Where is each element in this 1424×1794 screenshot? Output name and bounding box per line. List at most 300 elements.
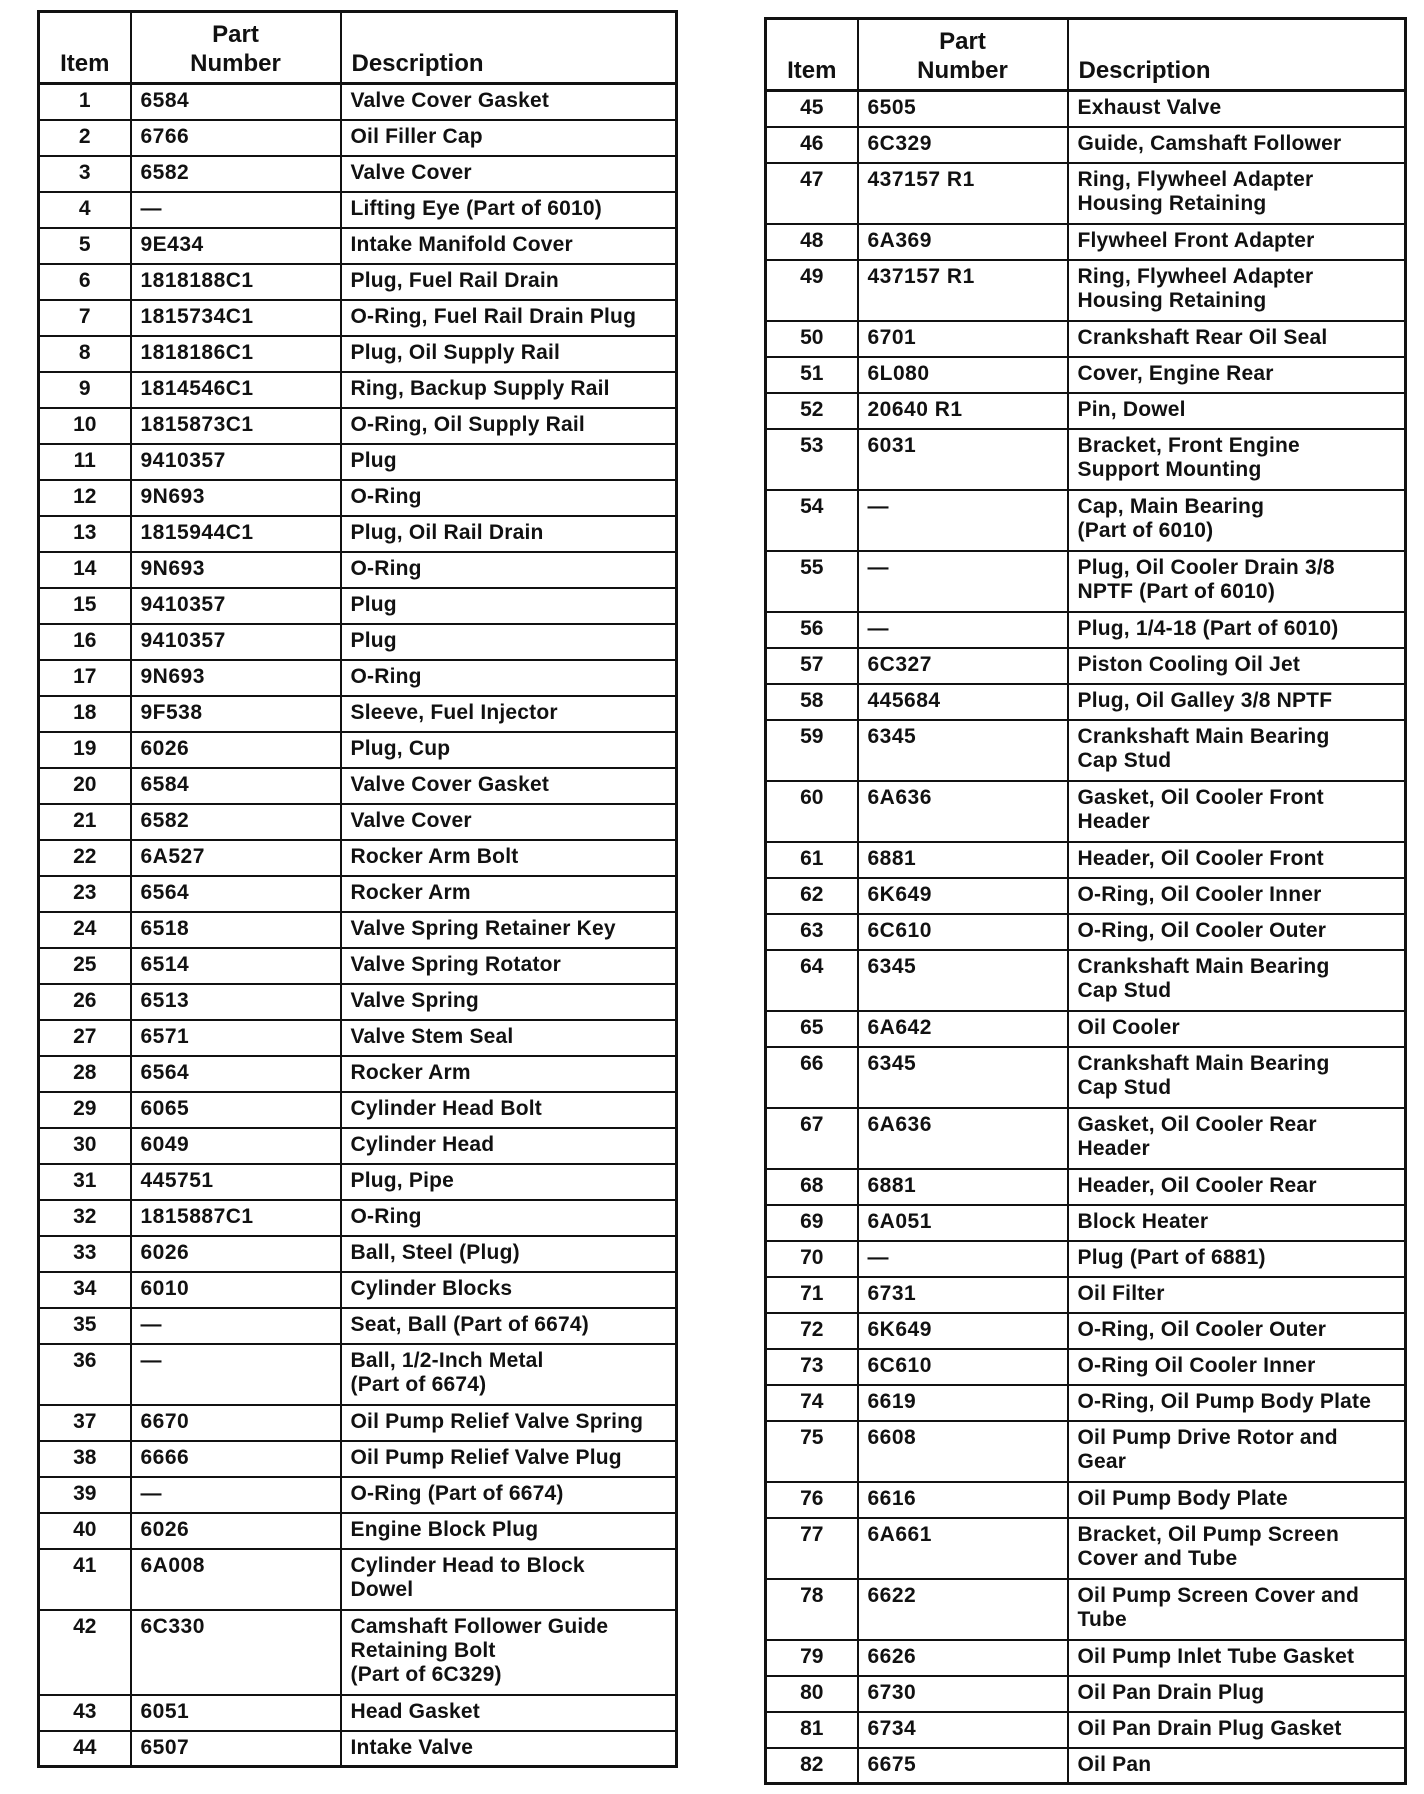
description-line: Oil Pan: [1077, 1752, 1152, 1776]
part-number-cell: 437157 R1: [858, 163, 1068, 224]
part-number-cell: 6C327: [858, 648, 1068, 684]
part-number-cell: 6051: [131, 1695, 341, 1731]
description-cell: [341, 1020, 677, 1056]
table-row: [766, 1349, 1406, 1385]
part-number-cell: 6514: [131, 948, 341, 984]
part-number-column-header: Part Number: [131, 12, 341, 84]
description-cell: [1068, 1108, 1406, 1169]
description-cell: [341, 912, 677, 948]
description-cell: [1068, 1169, 1406, 1205]
table-row: [39, 264, 677, 300]
table-row: [766, 684, 1406, 720]
table-row: [39, 1513, 677, 1549]
item-number-cell: 36: [39, 1344, 131, 1405]
part-number-cell: 6049: [131, 1128, 341, 1164]
description-cell: [1068, 224, 1406, 260]
part-number-cell: 6734: [858, 1712, 1068, 1748]
description-line: Cylinder Head to Block: [350, 1553, 585, 1577]
description-line: Support Mounting: [1077, 457, 1262, 481]
item-number-cell: 12: [39, 480, 131, 516]
part-number-cell: 6A636: [858, 781, 1068, 842]
table-row: [39, 1549, 677, 1610]
description-cell: [1068, 1205, 1406, 1241]
part-number-cell: 9N693: [131, 660, 341, 696]
part-number-cell: 6666: [131, 1441, 341, 1477]
parts-table-left: [37, 10, 678, 1768]
item-number-cell: 47: [766, 163, 858, 224]
description-cell: [341, 840, 677, 876]
description-cell: [1068, 1748, 1406, 1784]
item-number-cell: 37: [39, 1405, 131, 1441]
table-row: [39, 84, 677, 120]
description-line: (Part of 6010): [1077, 518, 1214, 542]
table-row: [39, 408, 677, 444]
part-number-cell: 6881: [858, 1169, 1068, 1205]
item-number-cell: 5: [39, 228, 131, 264]
table-row: [39, 660, 677, 696]
description-line: Oil Pump Inlet Tube Gasket: [1077, 1644, 1355, 1668]
description-line: Rocker Arm: [350, 1060, 471, 1084]
part-number-cell: 6881: [858, 842, 1068, 878]
part-number-cell: 20640 R1: [858, 393, 1068, 429]
table-row: [766, 1676, 1406, 1712]
table-row: [39, 984, 677, 1020]
item-column-header: Item: [39, 12, 131, 84]
description-line: Oil Pan Drain Plug Gasket: [1077, 1716, 1342, 1740]
item-number-cell: 32: [39, 1200, 131, 1236]
part-number-cell: 6701: [858, 321, 1068, 357]
part-number-cell: 6C610: [858, 914, 1068, 950]
description-line: Crankshaft Main Bearing: [1077, 1051, 1330, 1075]
description-cell: [341, 660, 677, 696]
part-number-cell: —: [131, 1308, 341, 1344]
part-number-cell: 9410357: [131, 444, 341, 480]
item-number-cell: 21: [39, 804, 131, 840]
description-cell: [1068, 551, 1406, 612]
description-line: Intake Manifold Cover: [350, 232, 573, 256]
description-cell: [1068, 1241, 1406, 1277]
table-row: [766, 914, 1406, 950]
part-number-cell: 6A642: [858, 1011, 1068, 1047]
table-row: [39, 552, 677, 588]
item-number-cell: 16: [39, 624, 131, 660]
description-cell: [341, 1477, 677, 1513]
table-row: [39, 192, 677, 228]
item-number-cell: 25: [39, 948, 131, 984]
part-number-cell: 1814546C1: [131, 372, 341, 408]
table-row: [39, 372, 677, 408]
table-row: [39, 588, 677, 624]
description-line: Piston Cooling Oil Jet: [1077, 652, 1301, 676]
description-cell: [1068, 1313, 1406, 1349]
description-line: O-Ring, Fuel Rail Drain Plug: [350, 304, 637, 328]
part-number-cell: 6622: [858, 1579, 1068, 1640]
description-cell: [1068, 490, 1406, 551]
description-line: Plug (Part of 6881): [1077, 1245, 1266, 1269]
part-number-cell: 6584: [131, 84, 341, 120]
table-row: [766, 429, 1406, 490]
item-number-cell: 24: [39, 912, 131, 948]
item-number-cell: 14: [39, 552, 131, 588]
table-row: [39, 336, 677, 372]
part-number-cell: 6345: [858, 720, 1068, 781]
item-number-cell: 4: [39, 192, 131, 228]
description-line: Flywheel Front Adapter: [1077, 228, 1315, 252]
description-cell: [1068, 1676, 1406, 1712]
description-cell: [341, 1549, 677, 1610]
description-line: O-Ring, Oil Cooler Outer: [1077, 1317, 1327, 1341]
description-line: Housing Retaining: [1077, 191, 1267, 215]
part-number-cell: —: [131, 1477, 341, 1513]
table-row: [39, 300, 677, 336]
table-row: [766, 612, 1406, 648]
item-number-cell: 30: [39, 1128, 131, 1164]
table-row: [39, 1405, 677, 1441]
table-row: [39, 1200, 677, 1236]
description-cell: [341, 84, 677, 120]
description-cell: [1068, 648, 1406, 684]
table-row: [39, 228, 677, 264]
item-number-cell: 40: [39, 1513, 131, 1549]
description-cell: [341, 1344, 677, 1405]
description-line: O-Ring, Oil Pump Body Plate: [1077, 1389, 1372, 1413]
table-row: [766, 551, 1406, 612]
description-line: Plug: [350, 592, 397, 616]
description-cell: [1068, 1712, 1406, 1748]
part-number-cell: 6505: [858, 91, 1068, 127]
table-row: [39, 732, 677, 768]
description-line: Cover and Tube: [1077, 1546, 1238, 1570]
item-number-cell: 2: [39, 120, 131, 156]
description-line: Intake Valve: [350, 1735, 474, 1759]
table-row: [766, 163, 1406, 224]
description-cell: [341, 732, 677, 768]
item-number-cell: 9: [39, 372, 131, 408]
description-line: Cap Stud: [1077, 748, 1172, 772]
table-row: [766, 1421, 1406, 1482]
description-line: Lifting Eye (Part of 6010): [350, 196, 602, 220]
table-row: [39, 1092, 677, 1128]
table-row: [39, 1128, 677, 1164]
item-number-cell: 78: [766, 1579, 858, 1640]
table-row: [39, 1477, 677, 1513]
item-number-cell: 63: [766, 914, 858, 950]
table-row: [766, 393, 1406, 429]
table-row: [39, 840, 677, 876]
description-line: Cylinder Blocks: [350, 1276, 513, 1300]
description-cell: [1068, 1011, 1406, 1047]
item-number-cell: 65: [766, 1011, 858, 1047]
description-line: Gear: [1077, 1449, 1127, 1473]
description-line: Dowel: [350, 1577, 414, 1601]
table-row: [766, 490, 1406, 551]
item-number-cell: 79: [766, 1640, 858, 1676]
item-number-cell: 42: [39, 1610, 131, 1695]
part-number-cell: 6C329: [858, 127, 1068, 163]
part-number-cell: 1818188C1: [131, 264, 341, 300]
item-number-cell: 68: [766, 1169, 858, 1205]
item-column-header: Item: [766, 19, 858, 91]
table-row: [766, 1640, 1406, 1676]
description-cell: [1068, 429, 1406, 490]
description-cell: [341, 588, 677, 624]
description-line: Oil Pump Relief Valve Plug: [350, 1445, 622, 1469]
part-number-cell: —: [858, 1241, 1068, 1277]
table-row: [766, 1241, 1406, 1277]
table-row: [766, 1518, 1406, 1579]
description-line: Cylinder Head: [350, 1132, 495, 1156]
item-number-cell: 28: [39, 1056, 131, 1092]
description-line: Cap, Main Bearing: [1077, 494, 1265, 518]
description-line: O-Ring: [350, 484, 422, 508]
description-line: Ring, Flywheel Adapter: [1077, 167, 1314, 191]
description-line: (Part of 6C329): [350, 1662, 502, 1686]
item-number-cell: 55: [766, 551, 858, 612]
part-number-cell: 6A369: [858, 224, 1068, 260]
item-number-cell: 56: [766, 612, 858, 648]
table-row: [39, 948, 677, 984]
description-cell: [341, 876, 677, 912]
item-number-cell: 1: [39, 84, 131, 120]
description-line: Sleeve, Fuel Injector: [350, 700, 558, 724]
description-line: (Part of 6674): [350, 1372, 487, 1396]
table-row: [766, 357, 1406, 393]
table-row: [39, 1272, 677, 1308]
description-cell: [1068, 1277, 1406, 1313]
description-cell: [341, 516, 677, 552]
description-line: Plug: [350, 628, 397, 652]
description-line: Header: [1077, 1136, 1150, 1160]
description-line: Valve Stem Seal: [350, 1024, 514, 1048]
description-cell: [341, 480, 677, 516]
description-line: Ball, Steel (Plug): [350, 1240, 520, 1264]
table-row: [766, 950, 1406, 1011]
description-line: Tube: [1077, 1607, 1127, 1631]
table-row: [766, 260, 1406, 321]
part-number-cell: 6507: [131, 1731, 341, 1767]
description-line: Guide, Camshaft Follower: [1077, 131, 1342, 155]
description-cell: [341, 1272, 677, 1308]
description-line: Bracket, Oil Pump Screen: [1077, 1522, 1340, 1546]
description-cell: [341, 156, 677, 192]
part-number-column-header: Part Number: [858, 19, 1068, 91]
part-number-cell: 437157 R1: [858, 260, 1068, 321]
item-number-cell: 75: [766, 1421, 858, 1482]
item-number-cell: 51: [766, 357, 858, 393]
description-line: O-Ring: [350, 1204, 422, 1228]
part-number-cell: 9N693: [131, 552, 341, 588]
item-number-cell: 48: [766, 224, 858, 260]
table-body-left: [39, 84, 677, 1767]
table-row: [766, 1313, 1406, 1349]
description-cell: [341, 1695, 677, 1731]
item-number-cell: 54: [766, 490, 858, 551]
item-number-cell: 35: [39, 1308, 131, 1344]
item-number-cell: 45: [766, 91, 858, 127]
table-row: [766, 1579, 1406, 1640]
description-line: Cap Stud: [1077, 1075, 1172, 1099]
part-number-cell: 9F538: [131, 696, 341, 732]
part-number-cell: 1818186C1: [131, 336, 341, 372]
description-line: Plug, Oil Cooler Drain 3/8: [1077, 555, 1335, 579]
description-line: Plug, Oil Rail Drain: [350, 520, 544, 544]
item-number-cell: 18: [39, 696, 131, 732]
description-cell: [341, 336, 677, 372]
description-line: Valve Cover Gasket: [350, 89, 550, 112]
description-cell: [341, 624, 677, 660]
part-number-cell: 6345: [858, 950, 1068, 1011]
part-number-cell: 6675: [858, 1748, 1068, 1784]
description-cell: [1068, 1385, 1406, 1421]
item-number-cell: 53: [766, 429, 858, 490]
description-column-header: Description: [341, 12, 677, 84]
description-line: Valve Cover: [350, 808, 472, 832]
table-row: [766, 1169, 1406, 1205]
description-cell: [1068, 1421, 1406, 1482]
description-cell: [1068, 260, 1406, 321]
description-line: O-Ring (Part of 6674): [350, 1481, 564, 1505]
item-number-cell: 26: [39, 984, 131, 1020]
description-line: Ring, Flywheel Adapter: [1077, 264, 1314, 288]
table-row: [766, 878, 1406, 914]
item-number-cell: 39: [39, 1477, 131, 1513]
part-number-cell: 6584: [131, 768, 341, 804]
description-column-header: Description: [1068, 19, 1406, 91]
description-cell: [1068, 720, 1406, 781]
part-number-cell: 6L080: [858, 357, 1068, 393]
description-cell: [1068, 612, 1406, 648]
item-number-cell: 19: [39, 732, 131, 768]
item-number-cell: 34: [39, 1272, 131, 1308]
part-number-cell: 6010: [131, 1272, 341, 1308]
part-number-cell: 9410357: [131, 624, 341, 660]
description-line: Pin, Dowel: [1077, 397, 1186, 421]
part-number-cell: 6K649: [858, 878, 1068, 914]
description-line: Header, Oil Cooler Rear: [1077, 1173, 1317, 1197]
item-number-cell: 29: [39, 1092, 131, 1128]
part-number-cell: 1815734C1: [131, 300, 341, 336]
part-number-cell: 6582: [131, 804, 341, 840]
description-line: Crankshaft Rear Oil Seal: [1077, 325, 1328, 349]
part-number-cell: 6571: [131, 1020, 341, 1056]
description-line: Valve Cover: [350, 160, 472, 184]
part-number-cell: 6619: [858, 1385, 1068, 1421]
description-cell: [341, 1236, 677, 1272]
description-cell: [1068, 878, 1406, 914]
description-line: Seat, Ball (Part of 6674): [350, 1312, 589, 1336]
table-row: [766, 91, 1406, 127]
item-number-cell: 72: [766, 1313, 858, 1349]
part-number-cell: 6026: [131, 1513, 341, 1549]
item-number-cell: 52: [766, 393, 858, 429]
part-number-cell: —: [858, 551, 1068, 612]
description-line: Exhaust Valve: [1077, 96, 1222, 119]
table-row: [39, 1164, 677, 1200]
item-number-cell: 23: [39, 876, 131, 912]
description-cell: [1068, 1047, 1406, 1108]
item-number-cell: 49: [766, 260, 858, 321]
description-line: Oil Pump Drive Rotor and: [1077, 1425, 1338, 1449]
part-number-cell: —: [858, 490, 1068, 551]
table-row: [39, 876, 677, 912]
item-number-cell: 67: [766, 1108, 858, 1169]
description-cell: [1068, 91, 1406, 127]
description-line: Oil Filler Cap: [350, 124, 483, 148]
item-number-cell: 13: [39, 516, 131, 552]
item-number-cell: 46: [766, 127, 858, 163]
item-number-cell: 73: [766, 1349, 858, 1385]
part-number-cell: 6513: [131, 984, 341, 1020]
description-line: O-Ring: [350, 664, 422, 688]
description-line: Oil Pan Drain Plug: [1077, 1680, 1265, 1704]
table-row: [766, 1748, 1406, 1784]
description-line: O-Ring Oil Cooler Inner: [1077, 1353, 1316, 1377]
description-line: O-Ring, Oil Cooler Outer: [1077, 918, 1327, 942]
table-row: [39, 1020, 677, 1056]
item-number-cell: 50: [766, 321, 858, 357]
description-line: Plug, Oil Galley 3/8 NPTF: [1077, 688, 1333, 712]
description-cell: [341, 1092, 677, 1128]
table-header-row: [766, 19, 1406, 91]
part-number-cell: 6670: [131, 1405, 341, 1441]
table-row: [766, 1011, 1406, 1047]
item-number-cell: 57: [766, 648, 858, 684]
description-cell: [341, 408, 677, 444]
item-number-cell: 15: [39, 588, 131, 624]
description-cell: [341, 1056, 677, 1092]
item-number-cell: 6: [39, 264, 131, 300]
table-row: [766, 781, 1406, 842]
description-line: O-Ring, Oil Cooler Inner: [1077, 882, 1322, 906]
description-cell: [341, 948, 677, 984]
description-line: Cap Stud: [1077, 978, 1172, 1002]
part-number-cell: 445684: [858, 684, 1068, 720]
item-number-cell: 43: [39, 1695, 131, 1731]
description-cell: [341, 1128, 677, 1164]
table-row: [39, 1236, 677, 1272]
description-cell: [341, 552, 677, 588]
description-cell: [341, 1200, 677, 1236]
description-cell: [1068, 357, 1406, 393]
description-line: Plug: [350, 448, 397, 472]
description-line: Valve Spring Retainer Key: [350, 916, 616, 940]
description-cell: [1068, 393, 1406, 429]
part-number-cell: 6616: [858, 1482, 1068, 1518]
table-row: [766, 1482, 1406, 1518]
part-number-cell: 6626: [858, 1640, 1068, 1676]
description-line: Camshaft Follower Guide: [350, 1614, 609, 1638]
item-number-cell: 62: [766, 878, 858, 914]
table-row: [39, 768, 677, 804]
part-number-cell: —: [131, 192, 341, 228]
table-row: [39, 1441, 677, 1477]
description-line: Valve Spring: [350, 988, 479, 1012]
description-line: Crankshaft Main Bearing: [1077, 954, 1330, 978]
description-line: Valve Cover Gasket: [350, 772, 550, 796]
description-line: Engine Block Plug: [350, 1517, 539, 1541]
item-number-cell: 38: [39, 1441, 131, 1477]
item-number-cell: 8: [39, 336, 131, 372]
item-number-cell: 59: [766, 720, 858, 781]
part-number-cell: 6A051: [858, 1205, 1068, 1241]
description-line: O-Ring, Oil Supply Rail: [350, 412, 585, 436]
item-number-cell: 33: [39, 1236, 131, 1272]
part-number-cell: 6564: [131, 1056, 341, 1092]
part-number-cell: 6730: [858, 1676, 1068, 1712]
description-cell: [341, 984, 677, 1020]
part-number-cell: 6A008: [131, 1549, 341, 1610]
item-number-cell: 22: [39, 840, 131, 876]
